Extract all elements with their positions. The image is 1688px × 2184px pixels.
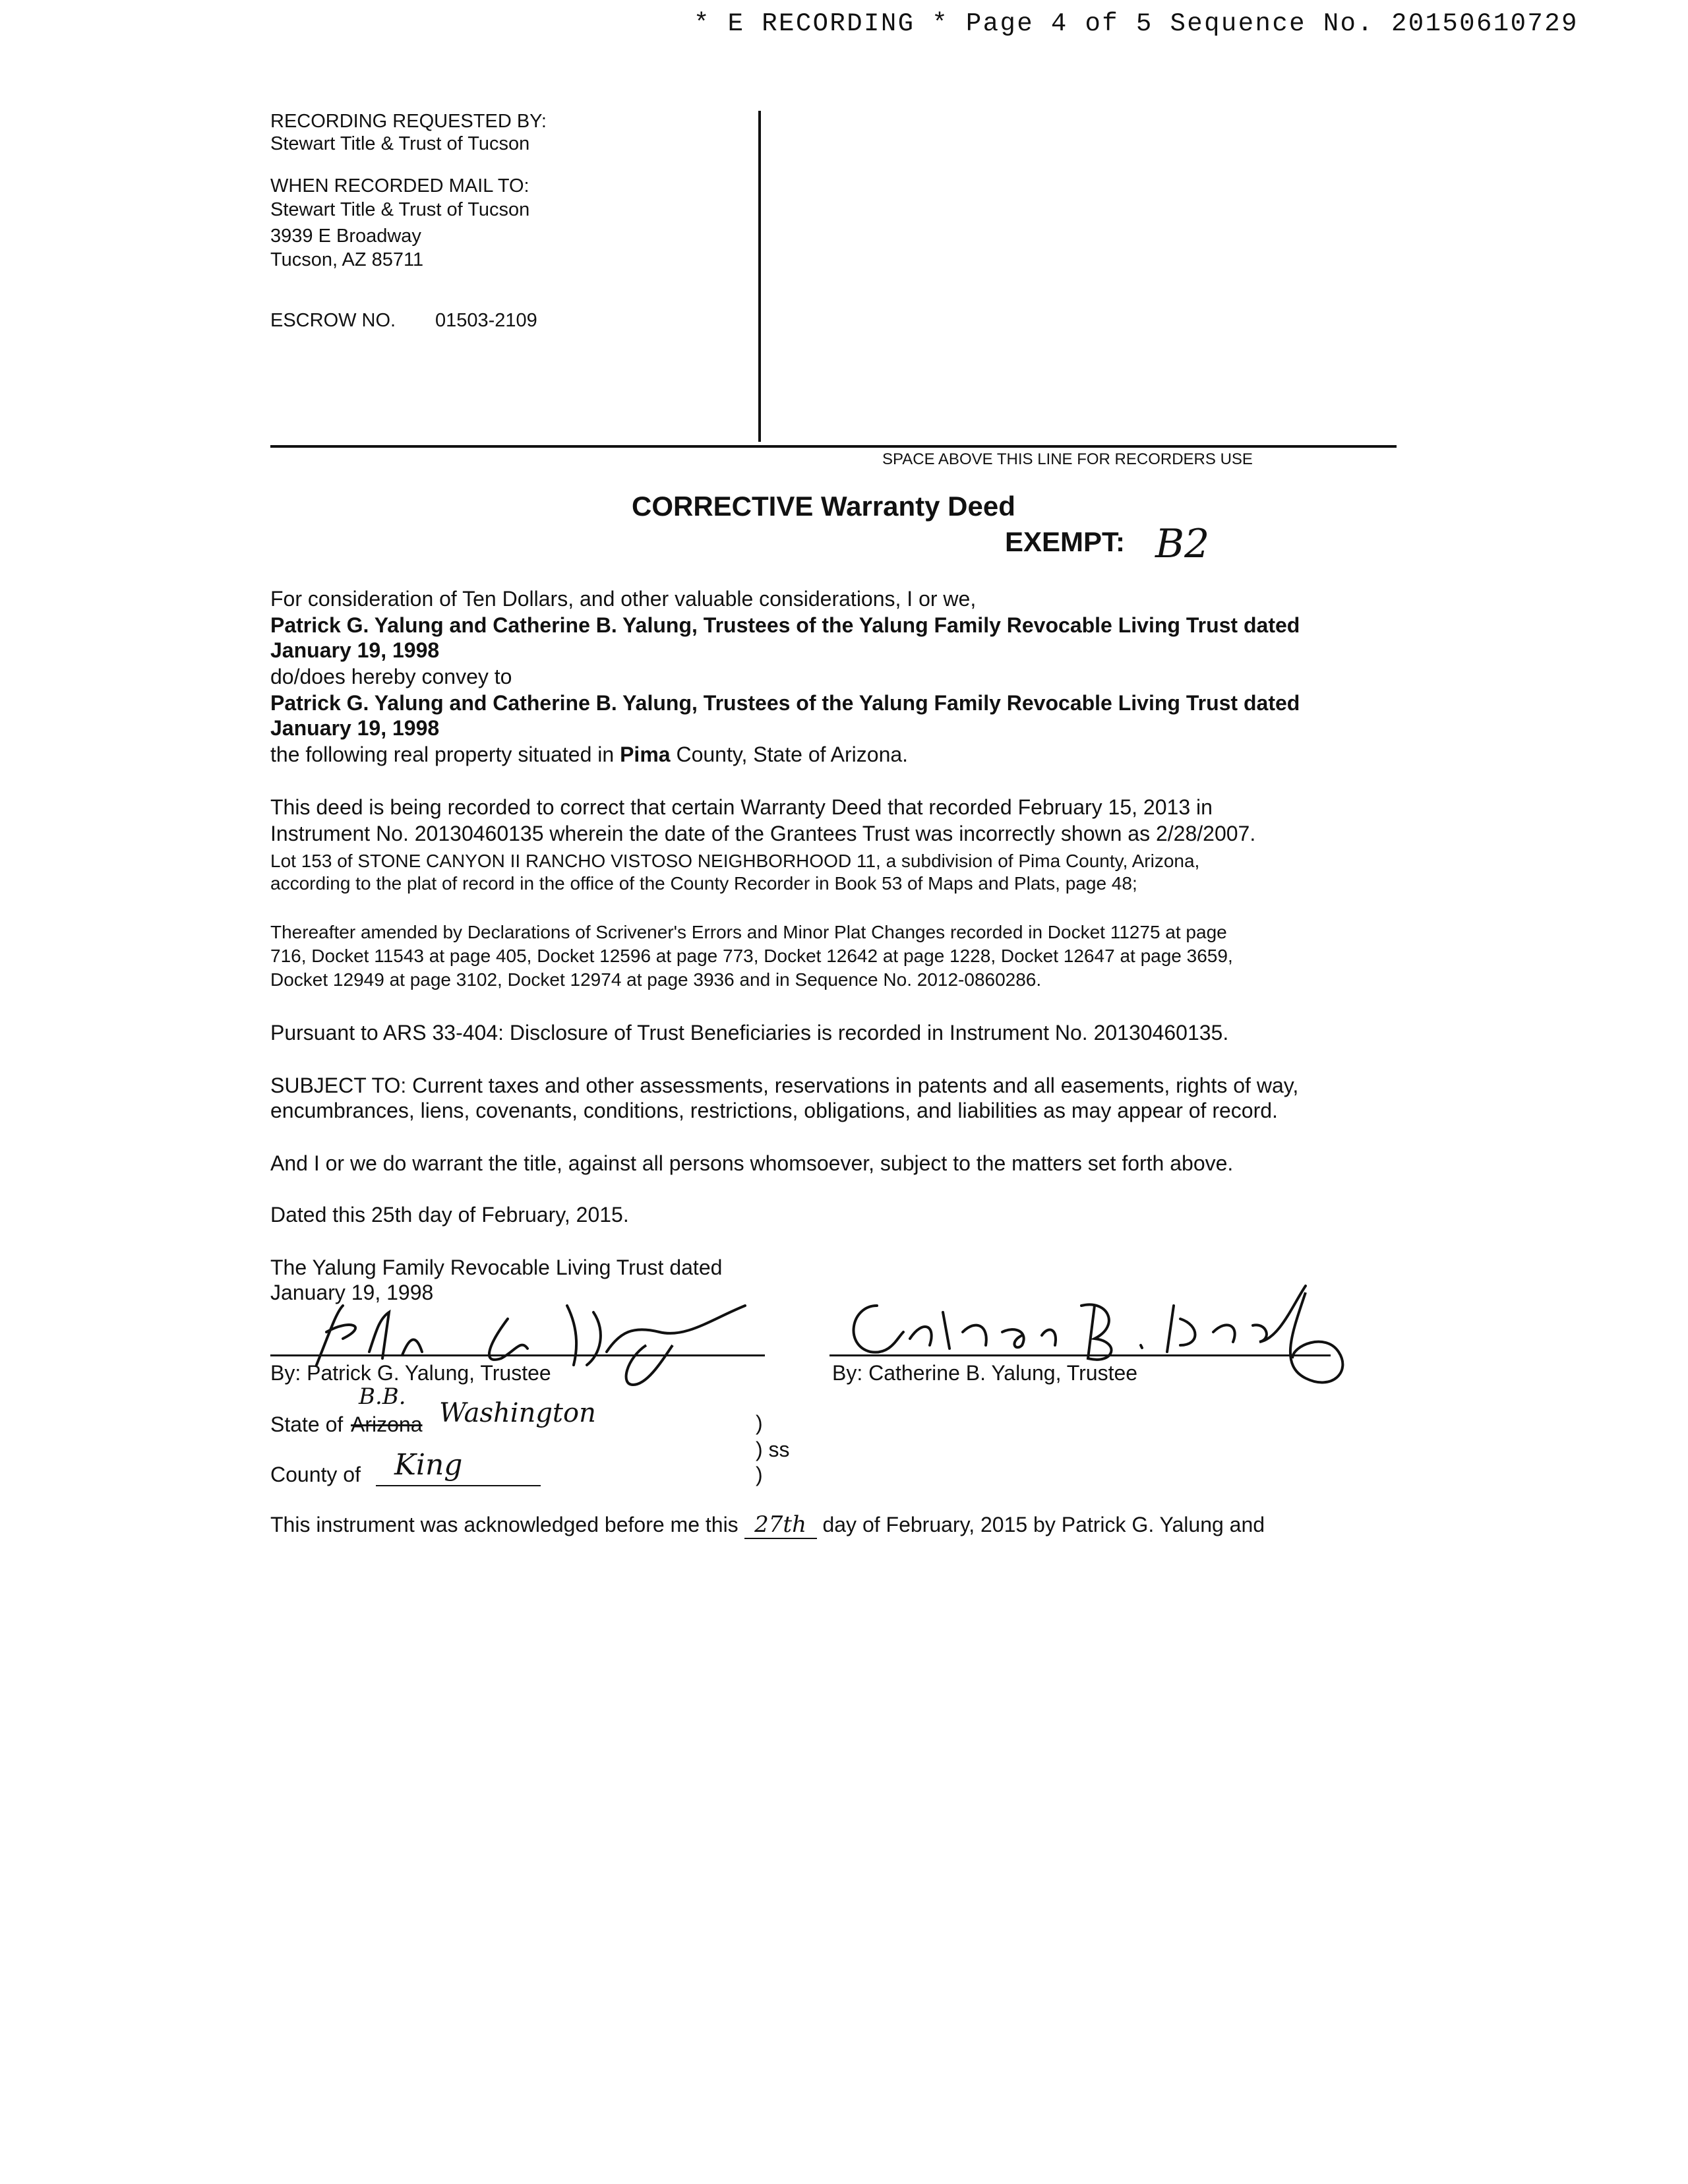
right-signer-caption: By: Catherine B. Yalung, Trustee — [832, 1361, 1138, 1385]
dated-text: Dated this 25th day of February, 2015. — [270, 1203, 629, 1227]
county-label: County of — [270, 1463, 361, 1486]
state-handwritten-name: Washington — [439, 1398, 596, 1428]
subject-to-line-2: encumbrances, liens, covenants, conditions, restrictions, obligations, and liabilities as may appear of record. — [270, 1099, 1278, 1122]
lot-description-line-2: according to the plat of record in the office of the County Recorder in Book 53 of Maps and Plats, page 48; — [270, 873, 1137, 894]
recording-requested-name: Stewart Title & Trust of Tucson — [270, 133, 530, 154]
situated-text: the following real property situated in Pima County, State of Arizona. — [270, 743, 909, 766]
trust-disclosure-text: Pursuant to ARS 33-404: Disclosure of Trust Beneficiaries is recorded in Instrument No. 20130460135. — [270, 1021, 1229, 1045]
state-struck-name: Arizona — [351, 1412, 423, 1436]
trust-name-line-1: The Yalung Family Revocable Living Trust dated — [270, 1256, 723, 1279]
mail-to-label: WHEN RECORDED MAIL TO: — [270, 175, 529, 197]
subject-to-line-1: SUBJECT TO: Current taxes and other assessments, reservations in patents and all easements, rights of way, — [270, 1074, 1299, 1097]
exempt-handwritten-code: B2 — [1155, 521, 1210, 567]
ss-paren-close: ) — [756, 1463, 763, 1486]
recording-requested-label: RECORDING REQUESTED BY: — [270, 111, 547, 132]
right-signature-line — [829, 1354, 1331, 1356]
trust-name-line-2: January 19, 1998 — [270, 1281, 434, 1304]
lot-description-line-1: Lot 153 of STONE CANYON II RANCHO VISTOSO NEIGHBORHOOD 11, a subdivision of Pima County, Arizona, — [270, 851, 1200, 871]
ss-label: ) ss — [756, 1438, 790, 1461]
mail-to-street: 3939 E Broadway — [270, 226, 421, 247]
recorders-use-caption: SPACE ABOVE THIS LINE FOR RECORDERS USE — [882, 450, 1253, 468]
acknowledgment-text: This instrument was acknowledged before me this 27th day of February, 2015 by Patrick G. Yalung and — [270, 1511, 1265, 1538]
grantee-line-1: Patrick G. Yalung and Catherine B. Yalung, Trustees of the Yalung Family Revocable Living Trust dated — [270, 691, 1300, 715]
catherine-signature — [831, 1279, 1358, 1411]
mail-to-city: Tucson, AZ 85711 — [270, 249, 424, 270]
exempt-label: EXEMPT: — [1005, 526, 1126, 557]
deed-title: CORRECTIVE Warranty Deed — [632, 491, 1015, 522]
state-label: State of — [270, 1412, 344, 1436]
grantor-line-1: Patrick G. Yalung and Catherine B. Yalung, Trustees of the Yalung Family Revocable Living Trust dated — [270, 613, 1300, 637]
left-signer-caption: By: Patrick G. Yalung, Trustee — [270, 1361, 551, 1385]
grantor-line-2: January 19, 1998 — [270, 638, 440, 662]
correction-line-1: This deed is being recorded to correct that certain Warranty Deed that recorded February 15, 2013 in — [270, 795, 1213, 819]
grantee-line-2: January 19, 1998 — [270, 716, 440, 740]
amendment-line-2: 716, Docket 11543 at page 405, Docket 12596 at page 773, Docket 12642 at page 1228, Docket 12647 at page 3659, — [270, 946, 1233, 966]
warranty-text: And I or we do warrant the title, against all persons whomsoever, subject to the matters set forth above. — [270, 1151, 1234, 1175]
amendment-line-1: Thereafter amended by Declarations of Scrivener's Errors and Minor Plat Changes recorded in Docket 11275 at page — [270, 922, 1227, 942]
mail-to-name: Stewart Title & Trust of Tucson — [270, 199, 530, 220]
recording-header: * E RECORDING * Page 4 of 5 Sequence No. 20150610729 — [694, 9, 1579, 38]
recorder-box-divider — [758, 111, 761, 442]
recorder-use-line — [270, 445, 1397, 448]
consideration-text: For consideration of Ten Dollars, and other valuable considerations, I or we, — [270, 587, 977, 611]
escrow-number: 01503-2109 — [435, 310, 537, 331]
county-fill-line — [376, 1485, 541, 1486]
left-signature-line — [270, 1354, 765, 1356]
correction-line-2: Instrument No. 20130460135 wherein the date of the Grantees Trust was incorrectly shown as 2/28/2007. — [270, 822, 1256, 845]
state-handwritten-initials: B.B. — [359, 1383, 406, 1410]
ss-paren-open: ) — [756, 1411, 763, 1435]
convey-text: do/does hereby convey to — [270, 665, 512, 688]
escrow-label: ESCROW NO. — [270, 310, 396, 331]
amendment-line-3: Docket 12949 at page 3102, Docket 12974 at page 3936 and in Sequence No. 2012-0860286. — [270, 969, 1042, 990]
county-handwritten-name: King — [394, 1448, 463, 1482]
